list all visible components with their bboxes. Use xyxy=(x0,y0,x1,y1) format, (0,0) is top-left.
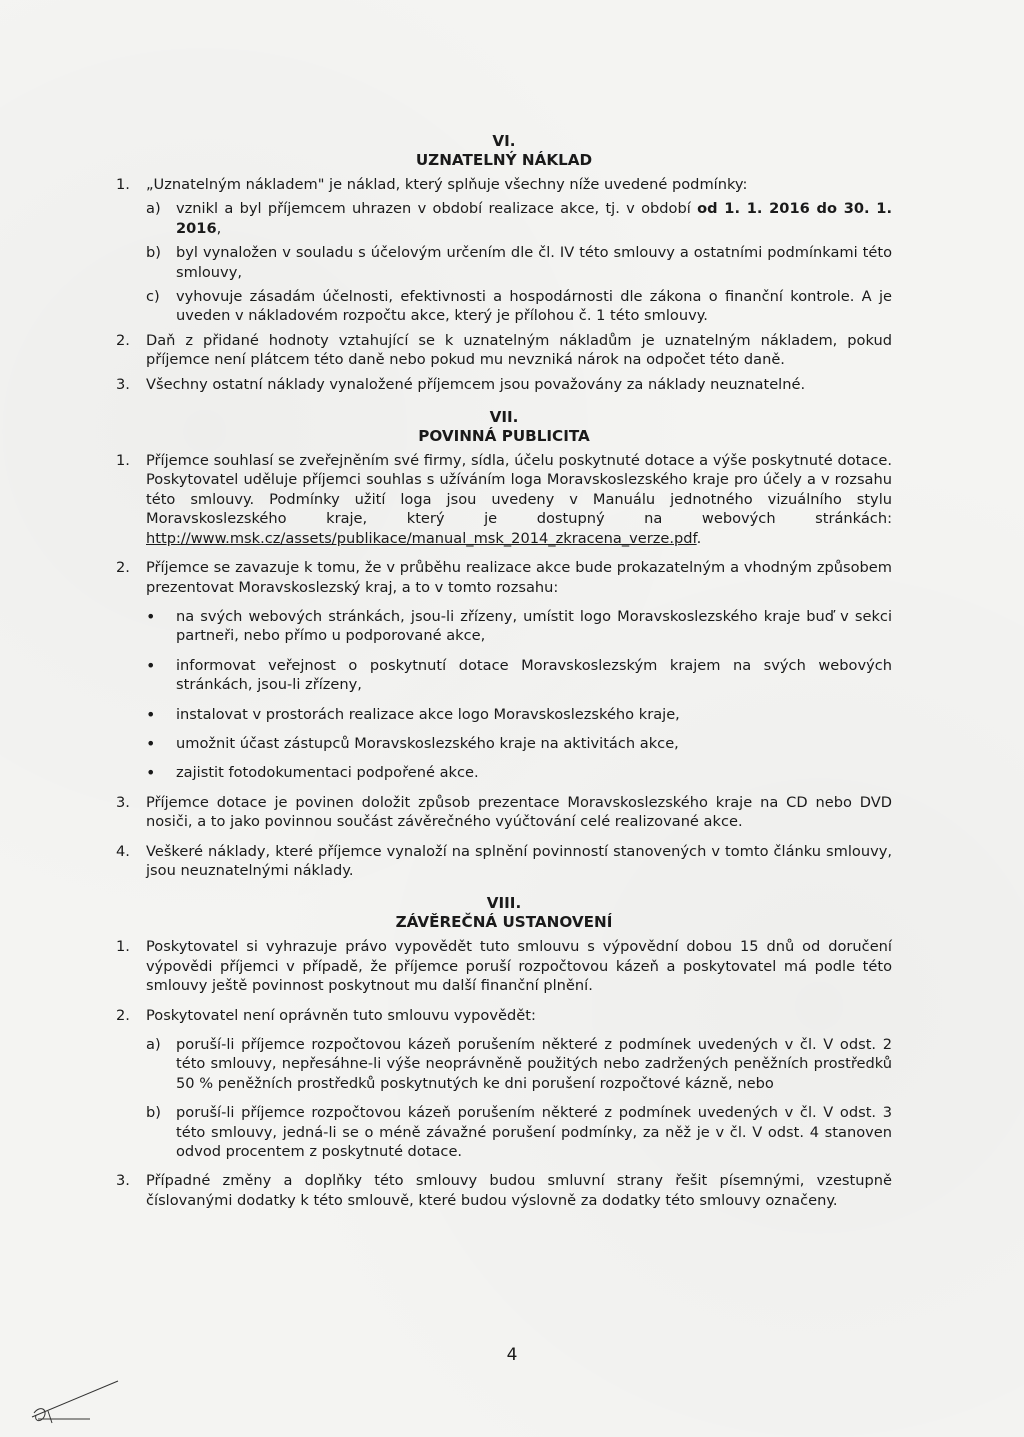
section-title: POVINNÁ PUBLICITA xyxy=(418,427,590,446)
paragraph-item xyxy=(116,1171,892,1210)
sub-text: vznikl a byl příjemcem uhrazen v období realizace akce, tj. v období xyxy=(176,200,698,218)
sub-item: a) vznikl a byl příjemcem uhrazen v období realizace akce, tj. v období od 1. 1. 2016 do 30. 1. 2016, xyxy=(146,200,892,237)
document-content xyxy=(116,132,892,1210)
sub-item xyxy=(146,1103,892,1161)
handwritten-signature-icon xyxy=(30,1375,130,1425)
bullet-text: informovat veřejnost o poskytnutí dotace Moravskoslezským krajem na svých webových stránkách, jsou-li zřízeny, xyxy=(176,656,892,694)
sub-label: a) xyxy=(146,200,161,218)
paragraph-item xyxy=(116,842,892,881)
date-range: od 1. 1. 2016 do 30. 1. 2016 xyxy=(176,200,892,237)
section-number: VII. xyxy=(489,408,519,427)
item-number: 2. xyxy=(116,331,130,349)
item-number: 3. xyxy=(116,375,130,393)
bullet-item xyxy=(146,734,892,753)
sub-label: b) xyxy=(146,244,161,262)
item-number: 1. xyxy=(116,938,130,956)
sub-text: poruší-li příjemce rozpočtovou kázeň porušením některé z podmínek uvedených v čl. V odst. 3 této smlouvy, jedná-li se o méně závažné porušení podmínky, za něž je v čl. V odst. 4 stanoven odvod procentem z poskytnuté dotace. xyxy=(176,1104,892,1161)
section-viii xyxy=(116,894,892,1210)
paragraph-item: 1. Příjemce souhlasí se zveřejněním své firmy, sídla, účelu poskytnuté dotace a výše poskytnuté dotace. Poskytovatel uděluje příjemci souhlas s užíváním loga Moravskoslezského kraje pro účely a v rozsahu této smlouvy. Podmínky užití loga jsou uvedeny v Manuálu jednotného vizuálního stylu Moravskoslezského kraje, který je dostupný na webových stránkách: http://www.msk.cz/assets/publikace/manual_msk_2014_zkracena_verze.pdf. xyxy=(116,452,892,547)
item-number: 2. xyxy=(116,559,130,577)
bullet-icon: • xyxy=(146,655,156,675)
bullet-icon: • xyxy=(146,763,156,783)
paragraph-text: Daň z přidané hodnoty vztahující se k uznatelným nákladům je uznatelným nákladem, pokud příjemce není plátcem této daně nebo pokud mu nevzniká nárok na odpočet této daně. xyxy=(146,331,892,369)
item-number: 3. xyxy=(116,1172,130,1190)
sub-label: a) xyxy=(146,1036,161,1053)
section-vii xyxy=(116,408,892,880)
manual-link[interactable]: http://www.msk.cz/assets/publikace/manual_msk_2014_zkracena_verze.pdf xyxy=(146,529,697,547)
bullet-item xyxy=(146,763,892,782)
bullet-item xyxy=(146,705,892,724)
paragraph-item xyxy=(116,175,892,326)
sub-label: c) xyxy=(146,288,160,306)
bullet-text: na svých webových stránkách, jsou-li zřízeny, umístit logo Moravskoslezského kraje buď v sekci partneři, nebo přímo u podporované akce, xyxy=(176,607,892,645)
bullet-text: umožnit účast zástupců Moravskoslezského kraje na aktivitách akce, xyxy=(176,734,679,752)
bullet-icon: • xyxy=(146,606,156,626)
paragraph-item xyxy=(116,558,892,783)
sub-text: poruší-li příjemce rozpočtovou kázeň porušením některé z podmínek uvedených v čl. V odst. 2 této smlouvy, nepřesáhne-li výše neoprávněně použitých nebo zadržených peněžních prostředků 50 % peněžních prostředků poskytnutých ke dni porušení rozpočtové kázně, nebo xyxy=(176,1036,892,1092)
paragraph-item xyxy=(116,331,892,370)
paragraph-item xyxy=(116,375,892,394)
bullet-text: zajistit fotodokumentaci podpořené akce. xyxy=(176,764,479,782)
item-number: 3. xyxy=(116,793,130,811)
paragraph-item xyxy=(116,1006,892,1162)
sub-item xyxy=(146,243,892,282)
item-number: 1. xyxy=(116,176,130,193)
sub-item xyxy=(146,287,892,326)
paragraph-text: „Uznatelným nákladem" je náklad, který splňuje všechny níže uvedené podmínky: xyxy=(146,176,748,193)
item-number: 4. xyxy=(116,842,130,860)
bullet-item xyxy=(146,656,892,695)
page-number: 4 xyxy=(506,1345,518,1365)
sub-label: b) xyxy=(146,1104,161,1122)
item-number: 2. xyxy=(116,1006,130,1024)
bullet-text: instalovat v prostorách realizace akce logo Moravskoslezského kraje, xyxy=(176,705,680,723)
item-number: 1. xyxy=(116,452,130,470)
paragraph-text: Případné změny a doplňky této smlouvy budou smluvní strany řešit písemnými, vzestupně číslovanými dodatky k této smlouvě, které budou výslovně za dodatky této smlouvy označeny. xyxy=(146,1172,892,1209)
section-vi xyxy=(116,132,892,394)
paragraph-item xyxy=(116,793,892,832)
paragraph-text: Příjemce souhlasí se zveřejněním své firmy, sídla, účelu poskytnuté dotace a výše poskytnuté dotace. Poskytovatel uděluje příjemci souhlas s užíváním loga Moravskoslezského kraje pro účely a v rozsahu této smlouvy. Podmínky užití loga jsou uvedeny v Manuálu jednotného vizuálního stylu Moravskoslezského kraje, který je dostupný na webových stránkách: xyxy=(146,452,892,528)
sub-text: byl vynaložen v souladu s účelovým určením dle čl. IV této smlouvy a ostatními podmínkami této smlouvy, xyxy=(176,244,892,281)
section-title: ZÁVĚREČNÁ USTANOVENÍ xyxy=(395,913,613,932)
section-title: UZNATELNÝ NÁKLAD xyxy=(415,151,593,169)
paragraph-text: Poskytovatel není oprávněn tuto smlouvu vypovědět: xyxy=(146,1006,536,1024)
paragraph-item xyxy=(116,937,892,995)
sub-item xyxy=(146,1035,892,1093)
section-number: VIII. xyxy=(486,894,522,913)
sub-text: vyhovuje zásadám účelnosti, efektivnosti a hospodárnosti dle zákona o finanční kontrole. A je uveden v nákladovém rozpočtu akce, který je přílohou č. 1 této smlouvy. xyxy=(176,288,892,325)
bullet-item xyxy=(146,607,892,646)
paragraph-text: Všechny ostatní náklady vynaložené příjemcem jsou považovány za náklady neuznatelné. xyxy=(146,375,806,393)
section-number: VI. xyxy=(492,132,516,150)
paragraph-text: Příjemce dotace je povinen doložit způsob prezentace Moravskoslezského kraje na CD nebo DVD nosiči, a to jako povinnou součást závěrečného vyúčtování celé realizované akce. xyxy=(146,793,892,831)
paragraph-text: Příjemce se zavazuje k tomu, že v průběhu realizace akce bude prokazatelným a vhodným způsobem prezentovat Moravskoslezský kraj, a to v tomto rozsahu: xyxy=(146,559,892,596)
bullet-icon: • xyxy=(146,733,156,753)
paragraph-text: Veškeré náklady, které příjemce vynaloží na splnění povinností stanovených v tomto článku smlouvy, jsou neuznatelnými náklady. xyxy=(146,842,892,879)
paragraph-text: Poskytovatel si vyhrazuje právo vypovědět tuto smlouvu s výpovědní dobou 15 dnů od doručení výpovědi příjemci v případě, že příjemce poruší rozpočtovou kázeň a poskytovatel má podle této smlouvy ještě povinnost poskytnout mu další finanční plnění. xyxy=(146,938,892,995)
bullet-icon: • xyxy=(146,704,156,724)
